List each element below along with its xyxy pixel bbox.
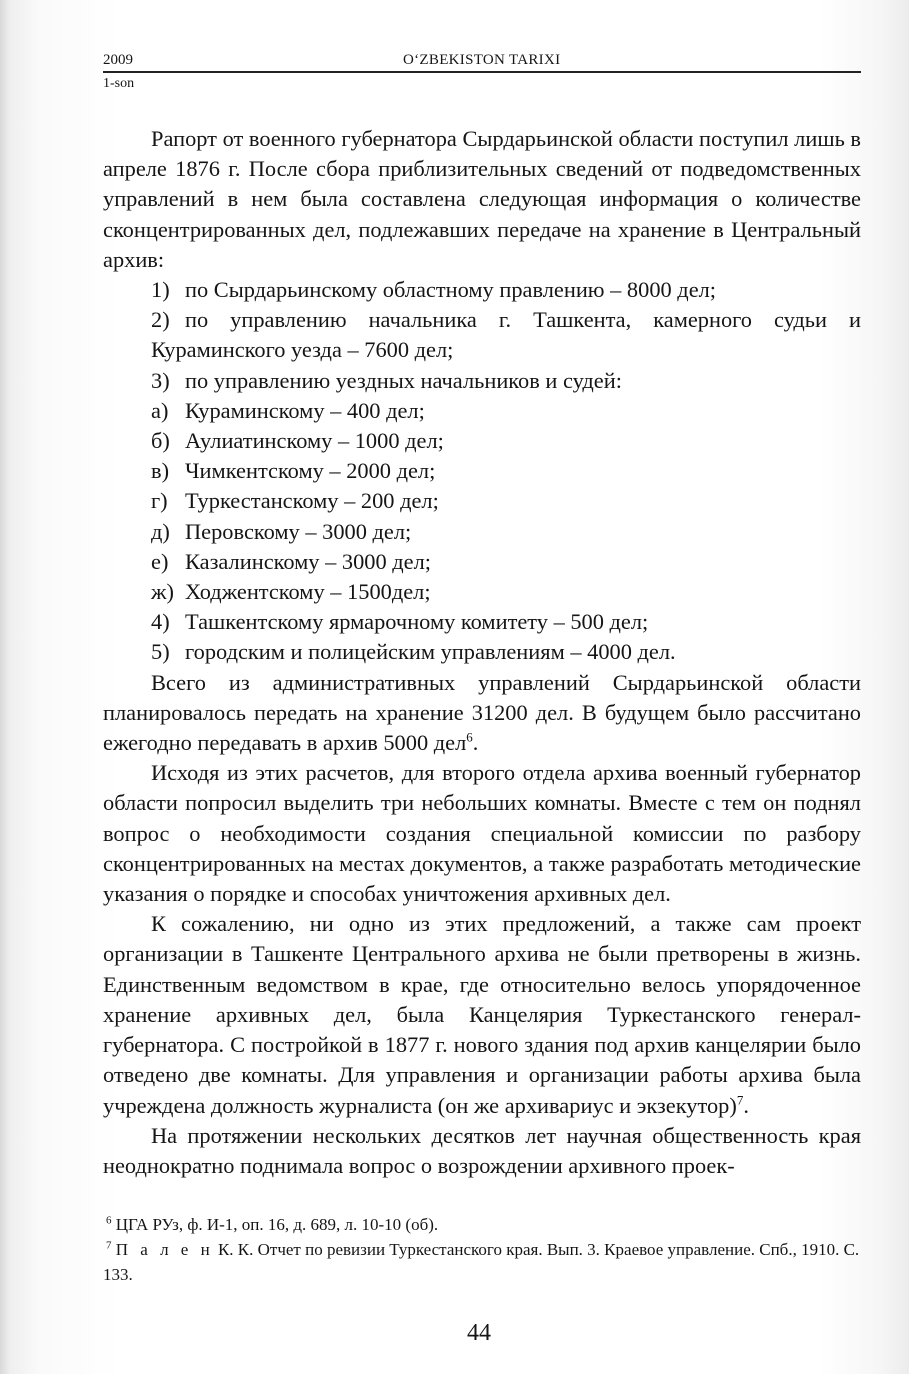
list-item-text: по управлению уездных начальников и судей: <box>185 367 622 393</box>
list-item-number: в) <box>151 458 170 484</box>
paragraph-last: На протяжении нескольких десятков лет научная общественность края неоднократно поднимала вопрос о возрождении архивного проек- <box>103 1122 861 1178</box>
list-item-text: Кураминскому – 400 дел; <box>185 397 425 423</box>
list-item-text: Перовскому – 3000 дел; <box>185 518 412 544</box>
list-item-number: ж) <box>151 579 174 605</box>
list-item-number: 4) <box>151 609 170 635</box>
list-item <box>103 547 861 577</box>
list-item-number: 2) <box>151 307 170 333</box>
list-item-text: Казалинскому – 3000 дел; <box>185 548 432 574</box>
footnote-ref-6: 6 <box>466 729 473 745</box>
main-text <box>103 124 861 1181</box>
list-item-text: Ташкентскому ярмарочному комитету – 500 дел; <box>185 609 649 635</box>
page-number: 44 <box>467 1320 491 1346</box>
paragraph-regret <box>103 909 861 1120</box>
running-header <box>103 48 863 70</box>
paragraph-total-tail: . <box>472 730 479 756</box>
footnote-mark: 6 <box>106 1214 112 1227</box>
header-issue: 1-son <box>103 76 135 91</box>
footnote-author: П а л е н <box>115 1240 214 1259</box>
list-item <box>103 637 861 667</box>
paragraph-regret-tail: . <box>743 1092 749 1118</box>
header-year: 2009 <box>103 52 133 68</box>
list-item-number: г) <box>151 488 168 514</box>
paragraph-total-text: Всего из административных управлений Сырдарьинской области планировалось передать на хранение 31200 дел. В будущем было рассчитано ежегодно передавать в архив 5000 дел <box>103 669 861 756</box>
paragraph-regret-text: К сожалению, ни одно из этих предложений, а также сам проект организации в Ташкенте Центрального архива не были претворены в жизнь. Единственным ведомством в крае, где относительно велось упорядоченное хранение архивных дел, была Канцелярия Туркестанского генерал-губернатора. С постройкой в 1877 г. нового здания под архив канцелярии было отведено две комнаты. Для управления и организации работы архива была учреждена должность журналиста (он же архивариус и экзекутор) <box>103 911 861 1118</box>
list-item-number: 3) <box>151 367 170 393</box>
list-item <box>103 366 861 396</box>
list-item-text: по управлению начальника г. Ташкента, камерного судьи и Кураминского уезда – 7600 дел; <box>151 307 861 363</box>
header-journal-title: O‘ZBEKISTON TARIXI <box>403 52 561 68</box>
list-item <box>103 486 861 516</box>
list-item-text: Аулиатинскому – 1000 дел; <box>185 428 444 454</box>
paragraph-intro: Рапорт от военного губернатора Сырдарьинской области поступил лишь в апреле 1876 г. После сбора приблизительных сведений от подведомственных управлений в нем была составлена следующая информация о количестве сконцентрированных дел, подлежавших передаче на хранение в Центральный архив: <box>103 126 861 272</box>
footnote-text: К. К. Отчет по ревизии Туркестанского края. Вып. 3. Краевое управление. Спб., 1910. С. 133. <box>103 1240 860 1284</box>
list-item-number: б) <box>151 428 170 454</box>
list-item-text: Чимкентскому – 2000 дел; <box>185 458 436 484</box>
list-item-text: городским и полицейским управлениям – 4000 дел. <box>185 639 676 665</box>
footnote-ref-7: 7 <box>736 1092 744 1108</box>
list-item <box>103 456 861 486</box>
list-item-number: 5) <box>151 639 170 665</box>
footnote-6 <box>103 1212 861 1237</box>
list-item <box>103 396 861 426</box>
list-item-number: д) <box>151 518 170 544</box>
list-item <box>103 275 861 305</box>
paragraph-total <box>103 668 861 759</box>
archive-list <box>103 275 861 668</box>
list-item-number: а) <box>151 397 169 423</box>
footnote-text: ЦГА РУз, ф. И-1, оп. 16, д. 689, л. 10-10 (об). <box>115 1215 439 1234</box>
list-item <box>103 517 861 547</box>
list-item-number: е) <box>151 548 169 574</box>
list-item <box>103 305 861 365</box>
paragraph-rooms: Исходя из этих расчетов, для второго отдела архива военный губернатор области попросил выделить три небольших комнаты. Вместе с тем он поднял вопрос о необходимости создания специальной комиссии по разбору сконцентрированных на местах документов, а также разработать методические указания о порядке и способах уничтожения архивных дел. <box>103 760 861 907</box>
footnotes <box>103 1212 861 1287</box>
list-item-number: 1) <box>151 277 170 303</box>
list-item-text: Туркестанскому – 200 дел; <box>185 488 439 514</box>
list-item <box>103 607 861 637</box>
list-item-text: Ходжентскому – 1500дел; <box>185 579 431 605</box>
header-rule <box>103 71 861 73</box>
list-item-text: по Сырдарьинскому областному правлению – 8000 дел; <box>185 277 717 303</box>
footnote-mark: 7 <box>106 1239 112 1252</box>
list-item <box>103 577 861 607</box>
footnote-7 <box>103 1237 861 1287</box>
list-item <box>103 426 861 456</box>
